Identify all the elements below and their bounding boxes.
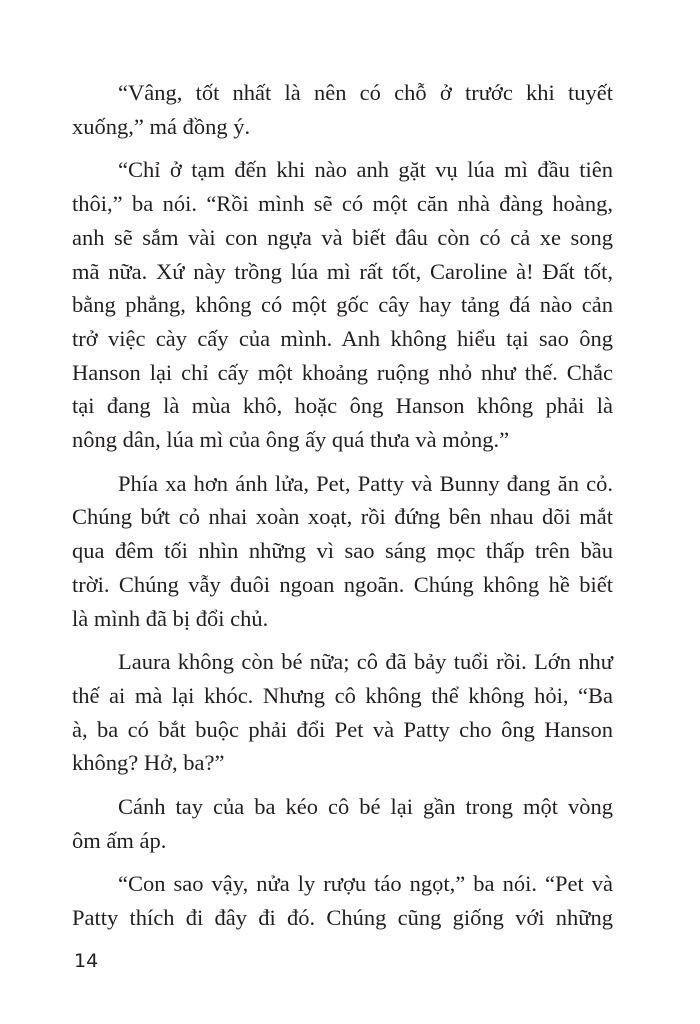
text-line: Chúng bứt cỏ nhai xoàn xoạt, rồi đứng bên nhau dõi mắt xyxy=(72,504,613,530)
paragraph-6 xyxy=(72,867,613,934)
text-line: ôm ấm áp. xyxy=(72,827,167,853)
text-line: à, ba có bắt buộc phải đổi Pet và Patty cho ông Hanson xyxy=(72,716,613,742)
text-line: là mình đã bị đổi chủ. xyxy=(72,605,269,631)
paragraph-1 xyxy=(72,76,613,143)
text-line: “Chỉ ở tạm đến khi nào anh gặt vụ lúa mì đầu tiên xyxy=(118,157,613,183)
text-line: tại đang là mùa khô, hoặc ông Hanson không phải là xyxy=(72,393,613,419)
text-line: anh sẽ sắm vài con ngựa và biết đâu còn có cả xe song xyxy=(72,224,613,250)
text-line: trở việc cày cấy của mình. Anh không hiểu tại sao ông xyxy=(72,325,613,351)
book-page-text xyxy=(72,76,613,945)
text-line: nông dân, lúa mì của ông ấy quá thưa và mỏng.” xyxy=(72,427,510,453)
text-line: qua đêm tối nhìn những vì sao sáng mọc thấp trên bầu xyxy=(72,538,613,564)
text-line: mã nữa. Xứ này trồng lúa mì rất tốt, Caroline à! Đất tốt, xyxy=(72,258,613,284)
text-line: Laura không còn bé nữa; cô đã bảy tuổi rồi. Lớn như xyxy=(118,649,613,675)
paragraph-3 xyxy=(72,467,613,636)
page-number: 14 xyxy=(74,950,99,972)
text-line: xuống,” má đồng ý. xyxy=(72,113,251,139)
text-line: trời. Chúng vẫy đuôi ngoan ngoãn. Chúng không hề biết xyxy=(72,571,613,597)
text-line: “Con sao vậy, nửa ly rượu táo ngọt,” ba nói. “Pet và xyxy=(118,871,613,897)
paragraph-4 xyxy=(72,645,613,780)
text-line: Cánh tay của ba kéo cô bé lại gần trong một vòng xyxy=(118,794,613,820)
text-line: thôi,” ba nói. “Rồi mình sẽ có một căn nhà đàng hoàng, xyxy=(72,191,613,217)
text-line: bằng phẳng, không có một gốc cây hay tảng đá nào cản xyxy=(72,292,613,318)
text-line: không? Hở, ba?” xyxy=(72,750,225,776)
text-line: Patty thích đi đây đi đó. Chúng cũng giống với những xyxy=(72,905,613,931)
text-line: Hanson lại chỉ cấy một khoảng ruộng nhỏ như thế. Chắc xyxy=(72,359,613,385)
paragraph-2 xyxy=(72,153,613,456)
paragraph-5 xyxy=(72,790,613,857)
text-line: Phía xa hơn ánh lửa, Pet, Patty và Bunny đang ăn cỏ. xyxy=(118,470,613,496)
text-line: “Vâng, tốt nhất là nên có chỗ ở trước khi tuyết xyxy=(118,80,613,105)
text-line: thế ai mà lại khóc. Nhưng cô không thể không hỏi, “Ba xyxy=(72,682,613,708)
